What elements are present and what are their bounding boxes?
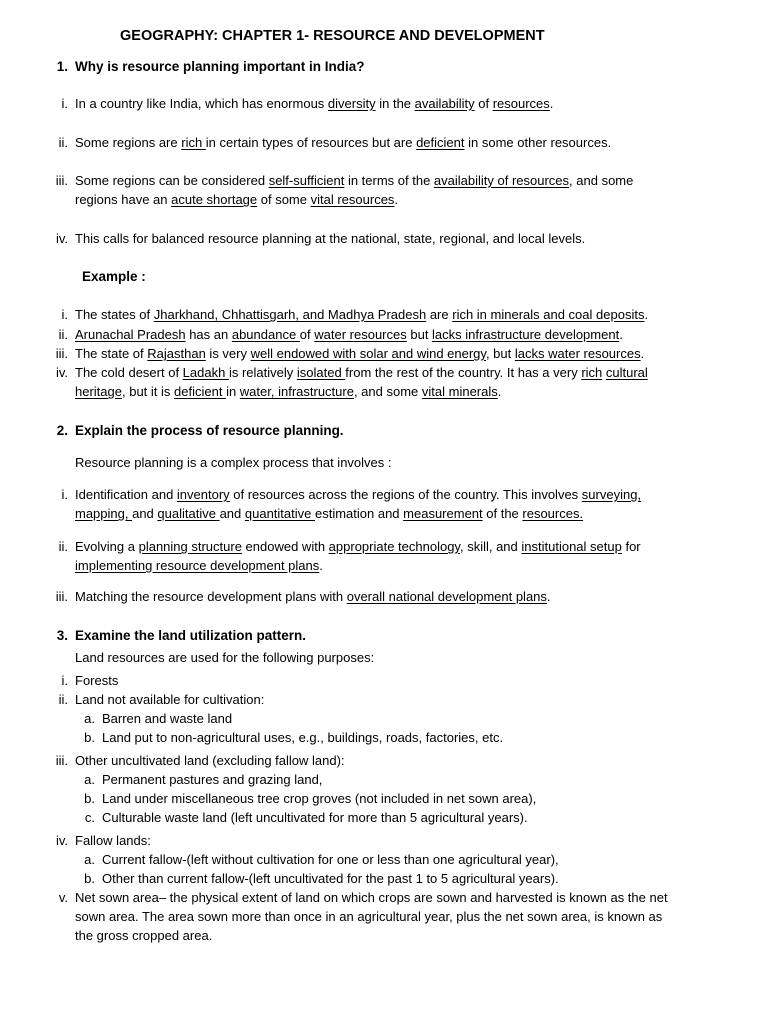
point-line (75, 94, 553, 113)
intro-text: Resource planning is a complex process that involves : (75, 455, 392, 470)
text-segment: from the rest of the country. It has a very (345, 365, 582, 380)
sub-list-marker: a. (84, 852, 95, 867)
list-marker: i. (61, 673, 68, 688)
text-segment: . (619, 327, 623, 342)
example-line (75, 325, 623, 344)
list-marker: i. (61, 96, 68, 111)
text-segment: Some regions can be considered (75, 173, 269, 188)
underlined-term: Ladakh (182, 365, 229, 380)
sub-list-item: Land put to non-agricultural uses, e.g., buildings, roads, factories, etc. (102, 730, 504, 745)
list-item: Forests (75, 673, 119, 688)
question-number: 3. (56, 628, 68, 643)
list-marker: ii. (58, 692, 68, 707)
text-segment: of resources across the regions of the country. This involves (229, 487, 582, 502)
text-segment: . (644, 307, 649, 322)
underlined-term: well endowed with solar and wind energy (250, 346, 486, 361)
text-segment: is very (205, 346, 251, 361)
text-segment: . (394, 192, 399, 207)
text-segment: The state of (75, 346, 148, 361)
underlined-term: diversity (327, 96, 376, 111)
text-segment: . (640, 346, 645, 361)
text-segment: . (497, 384, 502, 399)
list-marker: ii. (58, 327, 68, 342)
sub-list-item: Land under miscellaneous tree crop groves (not included in net sown area), (102, 791, 537, 806)
underlined-term: cultural (605, 365, 648, 380)
sub-list-marker: b. (84, 871, 95, 886)
list-marker: i. (61, 487, 68, 502)
text-segment: in (226, 384, 240, 399)
text-segment: are (426, 307, 453, 322)
text-segment: In a country like India, which has enormous (75, 96, 328, 111)
text-segment: Identification and (75, 487, 177, 502)
sub-list-marker: b. (84, 791, 95, 806)
text-segment: The states of (75, 307, 154, 322)
sub-list-item: Other than current fallow-(left uncultivated for the past 1 to 5 agricultural years). (102, 871, 559, 886)
text-segment: in certain types of resources but are (205, 135, 417, 150)
list-marker: v. (58, 890, 68, 905)
sub-list-item: Culturable waste land (left uncultivated for more than 5 agricultural years). (102, 810, 528, 825)
underlined-term: water resources (314, 327, 407, 342)
sub-list-item: Permanent pastures and grazing land, (102, 772, 323, 787)
example-line (75, 344, 644, 363)
underlined-term: Rajasthan (147, 346, 206, 361)
text-segment: and (219, 506, 245, 521)
text-segment: , and some (353, 384, 422, 399)
text-segment: . (546, 589, 551, 604)
underlined-term: qualitative (157, 506, 220, 521)
list-marker: iv. (55, 365, 68, 380)
example-line (75, 363, 648, 382)
sub-list-marker: a. (84, 711, 95, 726)
page-title: GEOGRAPHY: CHAPTER 1- RESOURCE AND DEVELOPMENT (120, 28, 545, 44)
list-item: sown area. The area sown more than once in an agricultural year, plus the net sown area, is known as (75, 909, 663, 924)
underlined-term: lacks water resources (514, 346, 641, 361)
list-marker: iii. (55, 753, 68, 768)
underlined-term: deficient (174, 384, 227, 399)
list-item: Other uncultivated land (excluding fallow land): (75, 753, 345, 768)
point-line (75, 485, 641, 504)
list-marker: iii. (55, 589, 68, 604)
underlined-term: isolated (296, 365, 346, 380)
underlined-term: resources (492, 96, 550, 111)
underlined-term: vital minerals (421, 384, 498, 399)
text-segment: of the (482, 506, 523, 521)
text-segment: of (299, 327, 315, 342)
underlined-term: availability (414, 96, 475, 111)
point-line (75, 556, 323, 575)
underlined-term: Jharkhand, Chhattisgarh, and Madhya Pradesh (153, 307, 427, 322)
text-segment: in terms of the (344, 173, 434, 188)
underlined-term: mapping, (75, 506, 133, 521)
example-label: Example : (82, 269, 146, 284)
question-number: 2. (56, 423, 68, 438)
list-item: Land not available for cultivation: (75, 692, 265, 707)
underlined-term: lacks infrastructure development (432, 327, 620, 342)
underlined-term: heritage (75, 384, 122, 399)
text-segment: endowed with (241, 539, 329, 554)
underlined-term: inventory (176, 487, 230, 502)
text-segment: , but it is (121, 384, 175, 399)
list-item: Net sown area– the physical extent of land on which crops are sown and harvested is known as the net (75, 890, 668, 905)
list-marker: iii. (55, 173, 68, 188)
text-segment: of (474, 96, 493, 111)
question-number: 1. (56, 59, 68, 74)
underlined-term: rich (181, 135, 206, 150)
underlined-term: water, infrastructure (239, 384, 354, 399)
list-item: the gross cropped area. (75, 928, 213, 943)
list-marker: iv. (55, 833, 68, 848)
list-marker: ii. (58, 539, 68, 554)
text-segment: regions have an (75, 192, 172, 207)
text-segment: Matching the resource development plans with (75, 589, 347, 604)
underlined-term: implementing resource development plans (75, 558, 320, 573)
text-segment: has an (185, 327, 232, 342)
text-segment: but (406, 327, 433, 342)
text-segment: , but (485, 346, 515, 361)
point-line (75, 133, 611, 152)
underlined-term: overall national development plans (346, 589, 547, 604)
list-marker: iv. (55, 231, 68, 246)
underlined-term: surveying, (581, 487, 642, 502)
underlined-term: abundance (231, 327, 300, 342)
underlined-term: rich (581, 365, 603, 380)
text-segment: . (319, 558, 323, 573)
list-marker: i. (61, 307, 68, 322)
sub-list-marker: c. (84, 810, 95, 825)
text-segment: . (549, 96, 554, 111)
text-segment: , skill, and (459, 539, 522, 554)
example-line (75, 382, 501, 401)
text-segment: This calls for balanced resource planning at the national, state, regional, and local levels. (75, 231, 586, 246)
underlined-term: Arunachal Pradesh (75, 327, 186, 342)
text-segment: estimation and (314, 506, 404, 521)
list-marker: iii. (55, 346, 68, 361)
underlined-term: quantitative (244, 506, 315, 521)
text-segment: Evolving a (75, 539, 139, 554)
text-segment: Some regions are (75, 135, 182, 150)
underlined-term: appropriate technology (328, 539, 460, 554)
text-segment: in some other resources. (464, 135, 612, 150)
point-line (75, 504, 583, 523)
sub-list-marker: b. (84, 730, 95, 745)
point-line (75, 537, 641, 556)
underlined-term: acute shortage (171, 192, 258, 207)
text-segment: for (621, 539, 641, 554)
example-line (75, 305, 648, 324)
underlined-term: vital resources (310, 192, 395, 207)
text-segment: , and some (569, 173, 634, 188)
text-segment: The cold desert of (75, 365, 183, 380)
underlined-term: rich in minerals and coal deposits (452, 307, 645, 322)
underlined-term: resources. (522, 506, 584, 521)
point-line (75, 171, 633, 190)
point-line (75, 229, 585, 248)
underlined-term: deficient (416, 135, 465, 150)
underlined-term: institutional setup (521, 539, 622, 554)
sub-list-marker: a. (84, 772, 95, 787)
question-heading: Explain the process of resource planning. (75, 423, 344, 438)
underlined-term: measurement (403, 506, 483, 521)
text-segment: is relatively (228, 365, 297, 380)
text-segment: and (132, 506, 158, 521)
list-item: Fallow lands: (75, 833, 151, 848)
question-heading: Why is resource planning important in India? (75, 59, 365, 74)
text-segment: of some (257, 192, 311, 207)
underlined-term: availability of resources (433, 173, 570, 188)
point-line (75, 190, 398, 209)
intro-text: Land resources are used for the following purposes: (75, 650, 375, 665)
list-marker: ii. (58, 135, 68, 150)
question-heading: Examine the land utilization pattern. (75, 628, 307, 643)
underlined-term: self-sufficient (268, 173, 345, 188)
underlined-term: planning structure (138, 539, 242, 554)
text-segment: in the (375, 96, 415, 111)
point-line (75, 587, 551, 606)
sub-list-item: Current fallow-(left without cultivation for one or less than one agricultural year), (102, 852, 559, 867)
sub-list-item: Barren and waste land (102, 711, 233, 726)
